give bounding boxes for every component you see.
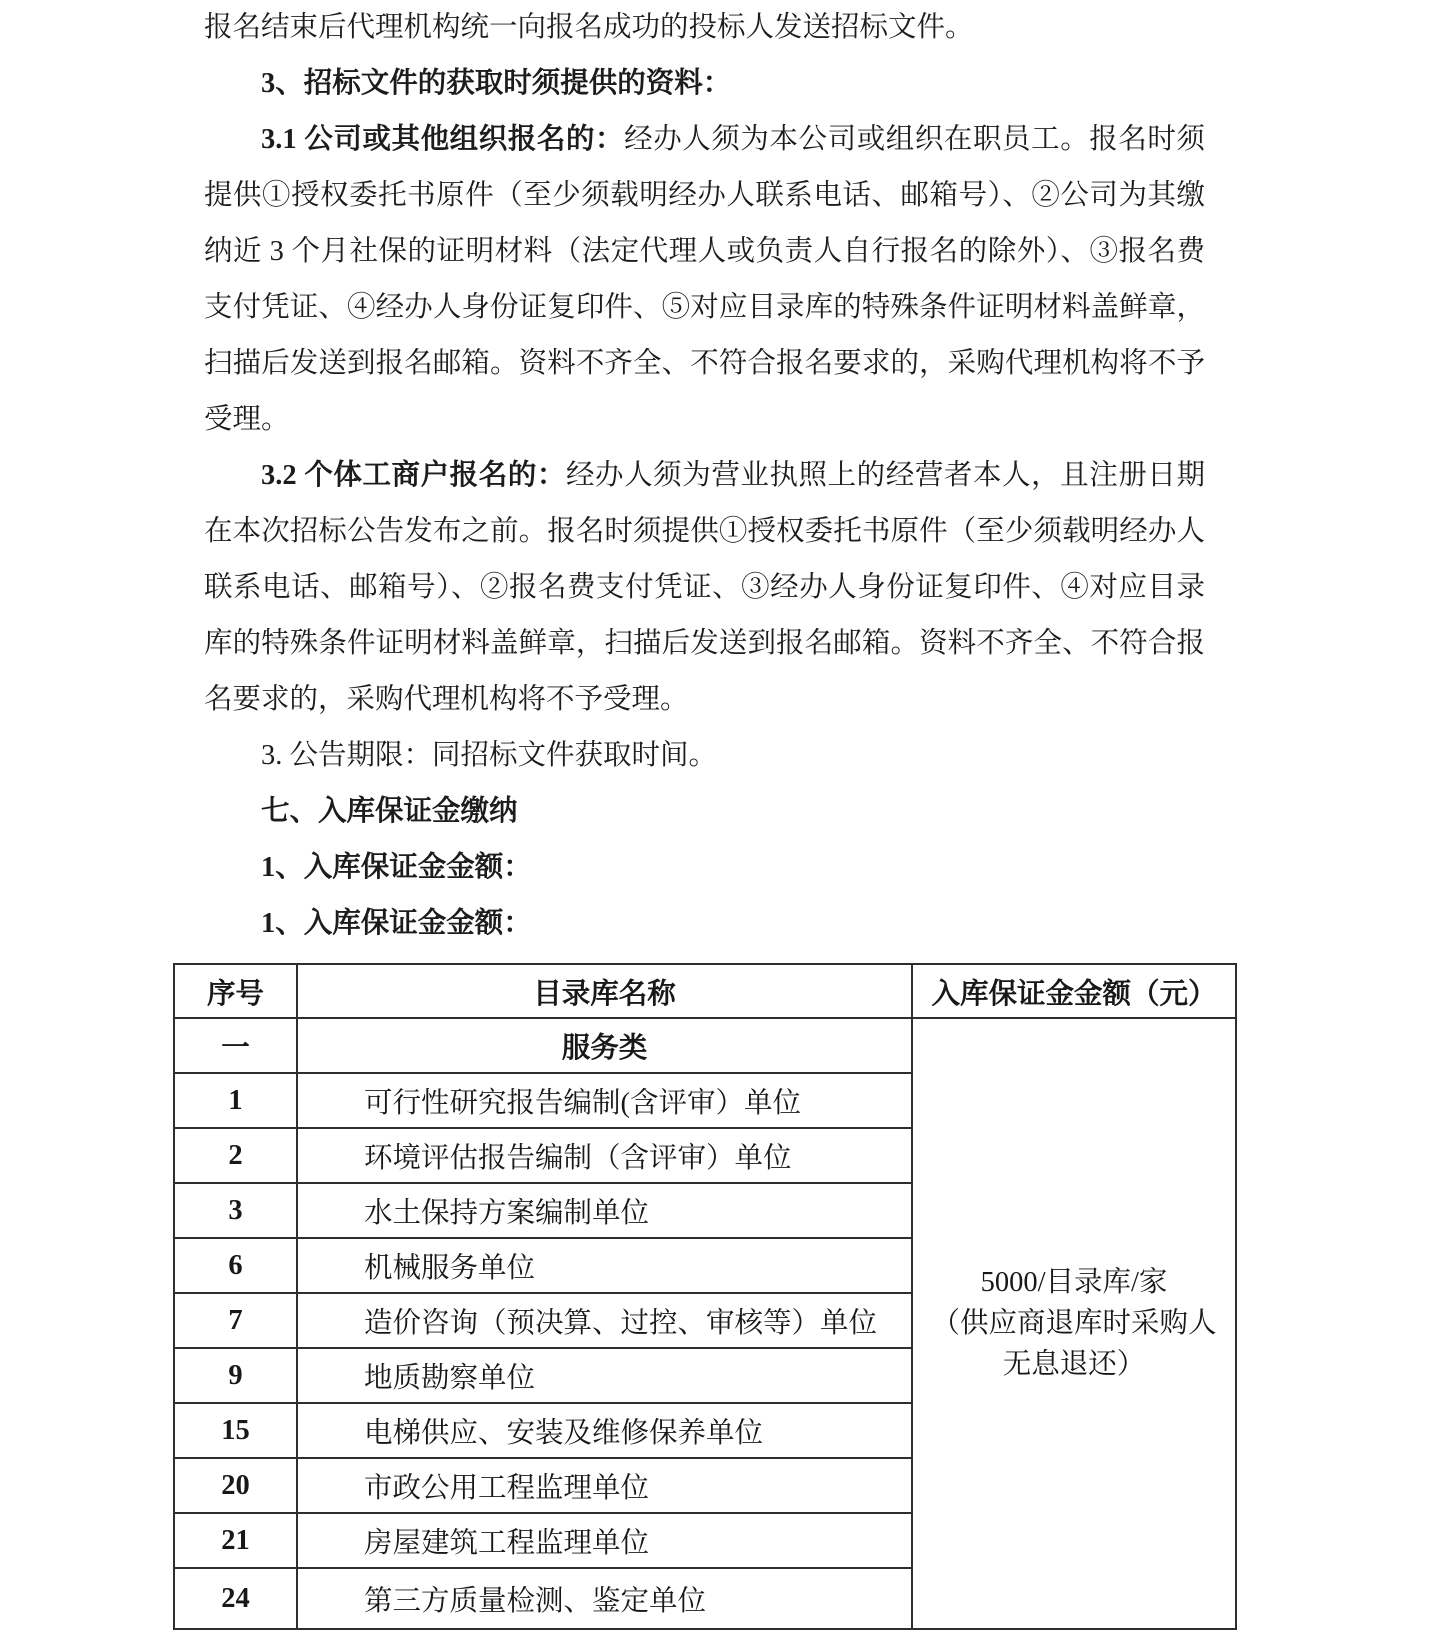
header-deposit-amount: 入库保证金金额（元） <box>912 964 1236 1018</box>
paragraph-line: 在本次招标公告发布之前。报名时须提供①授权委托书原件（至少须载明经办人 <box>204 516 1205 547</box>
paragraph-lead: 3、招标文件的获取时须提供的资料： <box>261 68 732 99</box>
cell-deposit-amount <box>912 1018 1236 1629</box>
paragraph-line: 库的特殊条件证明材料盖鲜章，扫描后发送到报名邮箱。资料不齐全、不符合报 <box>204 628 1205 659</box>
cell-catalog-name: 电梯供应、安装及维修保养单位 <box>297 1403 912 1458</box>
cell-serial-number: 15 <box>174 1403 297 1458</box>
table-row-category <box>174 1018 1236 1073</box>
paragraph-line: 3.1 公司或其他组织报名的：经办人须为本公司或组织在职员工。报名时须 <box>261 124 1205 155</box>
cell-catalog-name: 房屋建筑工程监理单位 <box>297 1513 912 1568</box>
deposit-line: 5000/目录库/家 <box>980 1267 1168 1298</box>
cell-catalog-name: 造价咨询（预决算、过控、审核等）单位 <box>297 1293 912 1348</box>
table-body <box>174 1018 1236 1629</box>
paragraph-line: 联系电话、邮箱号）、②报名费支付凭证、③经办人身份证复印件、④对应目录 <box>204 572 1205 603</box>
header-serial-number: 序号 <box>174 964 297 1018</box>
deposit-line: （供应商退库时采购人 <box>931 1308 1217 1339</box>
cell-catalog-name: 地质勘察单位 <box>297 1348 912 1403</box>
paragraph-line: 报名结束后代理机构统一向报名成功的投标人发送招标文件。 <box>204 12 974 43</box>
cell-catalog-name: 机械服务单位 <box>297 1238 912 1293</box>
deposit-table <box>173 963 1237 1630</box>
paragraph-line: 名要求的，采购代理机构将不予受理。 <box>204 684 689 715</box>
cell-serial-number: 2 <box>174 1128 297 1183</box>
table-header-row <box>174 964 1236 1018</box>
paragraph-line <box>204 784 1205 840</box>
paragraph-line: 受理。 <box>204 404 290 435</box>
cell-serial-number: 20 <box>174 1458 297 1513</box>
paragraph-line: 扫描后发送到报名邮箱。资料不齐全、不符合报名要求的，采购代理机构将不予 <box>204 348 1205 379</box>
header-catalog-name: 目录库名称 <box>297 964 912 1018</box>
paragraph-lead: 1、入库保证金金额： <box>261 852 532 883</box>
paragraph-line: 支付凭证、④经办人身份证复印件、⑤对应目录库的特殊条件证明材料盖鲜章， <box>204 292 1205 323</box>
cell-catalog-name: 可行性研究报告编制(含评审）单位 <box>297 1073 912 1128</box>
cell-serial-number: 6 <box>174 1238 297 1293</box>
deposit-line: 无息退还） <box>1002 1349 1146 1380</box>
cell-catalog-name: 水土保持方案编制单位 <box>297 1183 912 1238</box>
paragraph-lead: 3.1 公司或其他组织报名的： <box>261 124 625 155</box>
cell-serial-number: 7 <box>174 1293 297 1348</box>
paragraph-lead: 1、入库保证金金额： <box>261 908 532 939</box>
paragraph-lead: 3.2 个体工商户报名的： <box>261 460 566 491</box>
paragraph-line: 提供①授权委托书原件（至少须载明经办人联系电话、邮箱号）、②公司为其缴 <box>204 180 1205 211</box>
cell-category-name: 服务类 <box>297 1018 912 1073</box>
cell-serial-number: 1 <box>174 1073 297 1128</box>
cell-catalog-name: 市政公用工程监理单位 <box>297 1458 912 1513</box>
paragraph-line: 3. 公告期限：同招标文件获取时间。 <box>261 740 718 771</box>
cell-serial-number: 一 <box>174 1018 297 1073</box>
paragraph-line <box>204 56 1205 112</box>
cell-catalog-name: 第三方质量检测、鉴定单位 <box>297 1568 912 1629</box>
cell-catalog-name: 环境评估报告编制（含评审）单位 <box>297 1128 912 1183</box>
paragraph-line: 纳近 3 个月社保的证明材料（法定代理人或负责人自行报名的除外）、③报名费 <box>204 236 1205 267</box>
document-text <box>204 0 1205 952</box>
paragraph-line: 3.2 个体工商户报名的：经办人须为营业执照上的经营者本人，且注册日期 <box>261 460 1205 491</box>
cell-serial-number: 21 <box>174 1513 297 1568</box>
paragraph-line <box>204 896 1205 952</box>
paragraph-lead: 七、入库保证金缴纳 <box>261 796 518 827</box>
cell-serial-number: 24 <box>174 1568 297 1629</box>
cell-serial-number: 3 <box>174 1183 297 1238</box>
cell-serial-number: 9 <box>174 1348 297 1403</box>
paragraph-line <box>204 840 1205 896</box>
